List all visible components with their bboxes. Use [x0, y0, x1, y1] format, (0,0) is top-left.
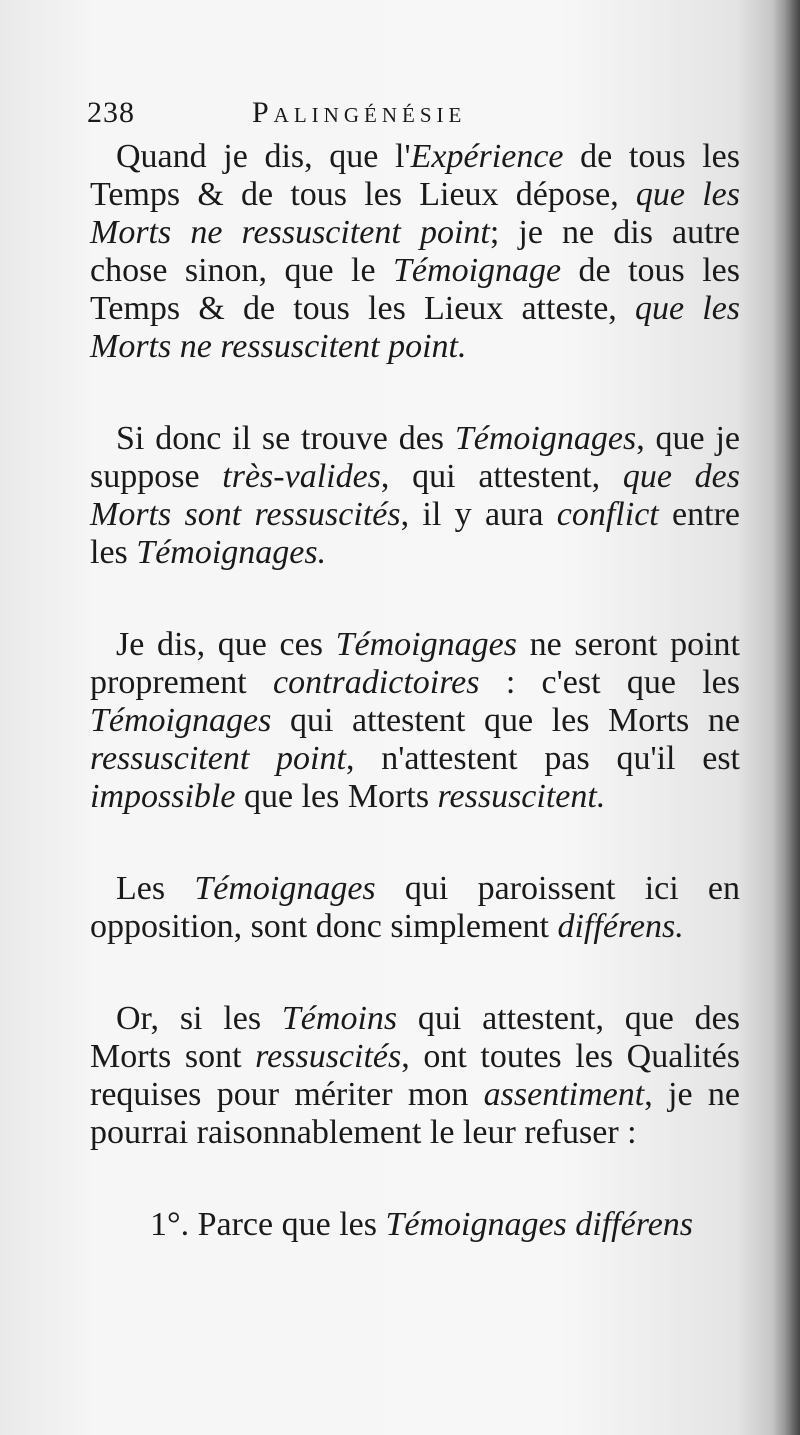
- italic-text: que les Morts ne ressuscitent point.: [90, 290, 741, 365]
- paragraph-5: [90, 1000, 740, 1152]
- italic-text: Témoignages: [335, 626, 517, 663]
- italic-text: conflict: [556, 496, 659, 533]
- page-edge-shadow: [772, 0, 800, 1435]
- text-run: , il y aura: [400, 496, 557, 533]
- paragraph-3: [90, 626, 740, 816]
- paragraph-6: [90, 1206, 740, 1244]
- body-text: [90, 138, 740, 1244]
- italic-text: assentiment: [483, 1076, 645, 1113]
- italic-text: très-valides: [222, 458, 381, 495]
- italic-text: Témoins: [281, 1000, 398, 1037]
- italic-text: Témoignages différens: [385, 1206, 694, 1243]
- text-run: Les: [116, 870, 195, 907]
- italic-text: Témoignages: [194, 870, 376, 907]
- italic-text: Témoignage: [393, 252, 562, 289]
- text-run: que les Morts: [235, 778, 438, 815]
- italic-text: impossible: [90, 778, 236, 815]
- text-run: , ont toutes les Qualités requises pour mériter mon: [90, 1038, 740, 1113]
- text-run: , que je suppose: [90, 420, 740, 495]
- page-header: [87, 96, 727, 140]
- italic-text: ressuscitent point: [90, 740, 346, 777]
- text-run: de tous les Temps & de tous les Lieux atteste,: [90, 252, 740, 327]
- italic-text: Témoignages.: [136, 534, 327, 571]
- text-run: 1°. Parce que les: [150, 1206, 386, 1243]
- text-run: : c'est que les: [479, 664, 740, 701]
- text-run: Quand je dis, que l': [116, 138, 411, 175]
- paragraph-4: [90, 870, 740, 946]
- text-run: de tous les Temps & de tous les Lieux dépose,: [90, 138, 740, 213]
- text-run: Je dis, que ces: [116, 626, 336, 663]
- italic-text: Témoignages: [90, 702, 272, 739]
- italic-text: Expérience: [410, 138, 564, 175]
- text-run: qui attestent que les Morts ne: [271, 702, 740, 739]
- italic-text: que les Morts ne ressuscitent point: [90, 176, 741, 251]
- italic-text: ressuscitent.: [437, 778, 606, 815]
- text-run: , n'attestent pas qu'il est: [345, 740, 740, 777]
- text-run: qui paroissent ici en opposition, sont donc simplement: [90, 870, 741, 945]
- page-number: 238: [87, 96, 135, 129]
- italic-text: différens.: [557, 908, 684, 945]
- text-run: , qui attestent,: [380, 458, 623, 495]
- text-run: ; je ne dis autre chose sinon, que le: [90, 214, 741, 289]
- running-head: Palingénésie: [252, 96, 467, 129]
- italic-text: Témoignages: [454, 420, 637, 457]
- text-run: entre les: [90, 496, 740, 571]
- paragraph-2: [90, 420, 740, 572]
- italic-text: contradictoires: [273, 664, 480, 701]
- text-run: Si donc il se trouve des: [116, 420, 455, 457]
- text-run: qui attestent, que des Morts sont: [90, 1000, 740, 1075]
- text-run: ne seront point proprement: [90, 626, 740, 701]
- text-run: , je ne pourrai raisonnablement le leur refuser :: [90, 1076, 740, 1151]
- italic-text: ressuscités: [255, 1038, 402, 1075]
- text-run: Or, si les: [116, 1000, 282, 1037]
- italic-text: que des Morts sont ressuscités: [90, 458, 740, 533]
- paragraph-1: [90, 138, 740, 366]
